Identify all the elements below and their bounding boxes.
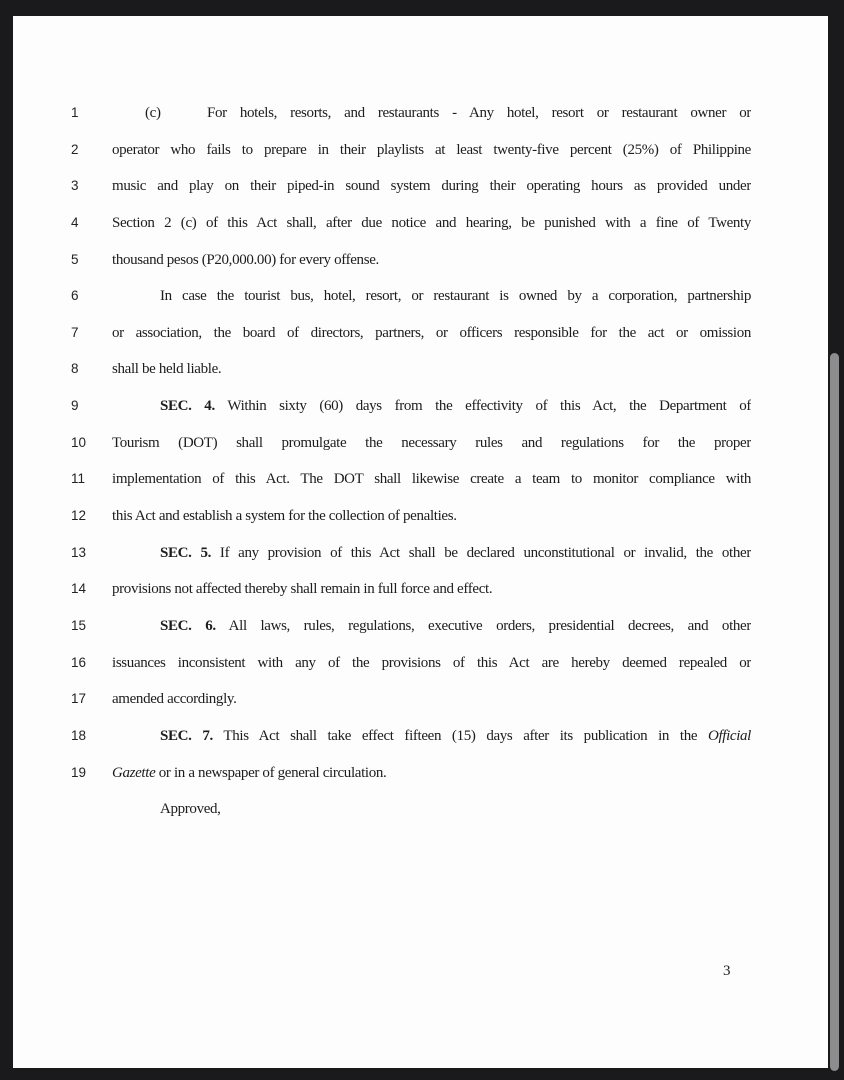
line-text <box>112 645 751 682</box>
text-segment: SEC. 4. <box>160 398 215 415</box>
line-text <box>112 718 751 755</box>
document-line <box>13 388 751 425</box>
text-segment: or association, the board of directors, partners, or officers responsible for the act or omission <box>112 324 751 341</box>
paragraph-label: (c) <box>145 105 161 121</box>
document-line <box>13 755 751 792</box>
text-segment: or in a newspaper of general circulation. <box>155 764 387 781</box>
line-number: 5 <box>71 251 79 267</box>
text-segment: Gazette <box>112 764 156 781</box>
line-number: 3 <box>71 178 79 194</box>
line-text-after-label <box>207 95 751 132</box>
text-segment: Tourism (DOT) shall promulgate the necessary rules and regulations for the proper <box>112 434 751 451</box>
line-text <box>112 168 751 205</box>
line-number: 15 <box>71 617 87 633</box>
document-line <box>13 278 751 315</box>
line-number: 2 <box>71 141 79 157</box>
document-line <box>13 95 751 132</box>
document-line <box>13 425 751 462</box>
line-text <box>112 205 751 242</box>
line-text <box>112 681 751 718</box>
text-segment: implementation of this Act. The DOT shall likewise create a team to monitor compliance with <box>112 471 751 488</box>
page-number: 3 <box>723 963 731 979</box>
document-line <box>13 461 751 498</box>
scrollbar-thumb[interactable] <box>830 353 839 1071</box>
document-line <box>13 315 751 352</box>
text-segment: Section 2 (c) of this Act shall, after due notice and hearing, be punished with a fine of Twenty <box>112 214 751 231</box>
text-segment: In case the tourist bus, hotel, resort, or restaurant is owned by a corporation, partnership <box>160 288 751 305</box>
document-page <box>13 16 828 1068</box>
text-segment: SEC. 7. <box>160 727 213 744</box>
text-segment: operator who fails to prepare in their playlists at least twenty-five percent (25%) of Philippine <box>112 141 751 158</box>
line-number: 18 <box>71 727 87 743</box>
text-segment: If any provision of this Act shall be declared unconstitutional or invalid, the other <box>211 544 751 561</box>
text-segment: SEC. 6. <box>160 617 216 634</box>
text-segment: issuances inconsistent with any of the provisions of this Act are hereby deemed repealed or <box>112 654 751 671</box>
text-segment: Approved, <box>160 801 221 818</box>
line-number: 14 <box>71 581 87 597</box>
text-segment: SEC. 5. <box>160 544 211 561</box>
text-segment: All laws, rules, regulations, executive orders, presidential decrees, and other <box>215 617 751 634</box>
document-line <box>13 571 751 608</box>
text-segment: provisions not affected thereby shall remain in full force and effect. <box>112 581 493 598</box>
document-line <box>13 242 751 279</box>
line-text <box>112 132 751 169</box>
line-text <box>112 791 751 828</box>
line-number: 7 <box>71 324 79 340</box>
line-text <box>112 351 751 388</box>
text-segment: For hotels, resorts, and restaurants - Any hotel, resort or restaurant owner or <box>207 105 751 121</box>
line-text <box>112 388 751 425</box>
text-segment: this Act and establish a system for the collection of penalties. <box>112 508 457 525</box>
line-text <box>112 278 751 315</box>
document-lines <box>13 95 828 828</box>
line-text <box>112 242 751 279</box>
document-line <box>13 608 751 645</box>
line-number: 8 <box>71 361 79 377</box>
line-text <box>112 425 751 462</box>
line-text <box>112 95 751 132</box>
document-line <box>13 681 751 718</box>
line-text <box>112 535 751 572</box>
line-number: 4 <box>71 214 79 230</box>
line-number <box>13 791 112 828</box>
text-segment: Official <box>707 727 751 744</box>
document-line <box>13 132 751 169</box>
line-number: 6 <box>71 288 79 304</box>
line-text <box>112 315 751 352</box>
document-line <box>13 535 751 572</box>
line-text <box>112 571 751 608</box>
line-number: 17 <box>71 691 87 707</box>
text-segment: amended accordingly. <box>112 691 237 708</box>
document-line <box>13 791 751 828</box>
line-text <box>112 755 751 792</box>
line-number: 16 <box>71 654 87 670</box>
line-number: 12 <box>71 508 87 524</box>
text-segment: This Act shall take effect fifteen (15) days after its publication in the <box>212 727 708 744</box>
document-line <box>13 718 751 755</box>
text-segment: Within sixty (60) days from the effectivity of this Act, the Department of <box>214 398 751 415</box>
line-number: 10 <box>71 434 87 450</box>
line-number: 9 <box>71 398 79 414</box>
text-segment: music and play on their piped-in sound system during their operating hours as provided under <box>112 178 751 195</box>
line-number: 1 <box>71 105 79 120</box>
line-number: 11 <box>71 471 86 487</box>
document-line <box>13 205 751 242</box>
line-number: 13 <box>71 544 87 560</box>
document-line <box>13 351 751 388</box>
text-segment: thousand pesos (P20,000.00) for every offense. <box>112 251 379 268</box>
document-line <box>13 498 751 535</box>
line-number: 19 <box>71 764 87 780</box>
line-text <box>112 498 751 535</box>
text-segment: shall be held liable. <box>112 361 222 378</box>
line-text <box>112 461 751 498</box>
line-text <box>112 608 751 645</box>
document-line <box>13 168 751 205</box>
document-line <box>13 645 751 682</box>
